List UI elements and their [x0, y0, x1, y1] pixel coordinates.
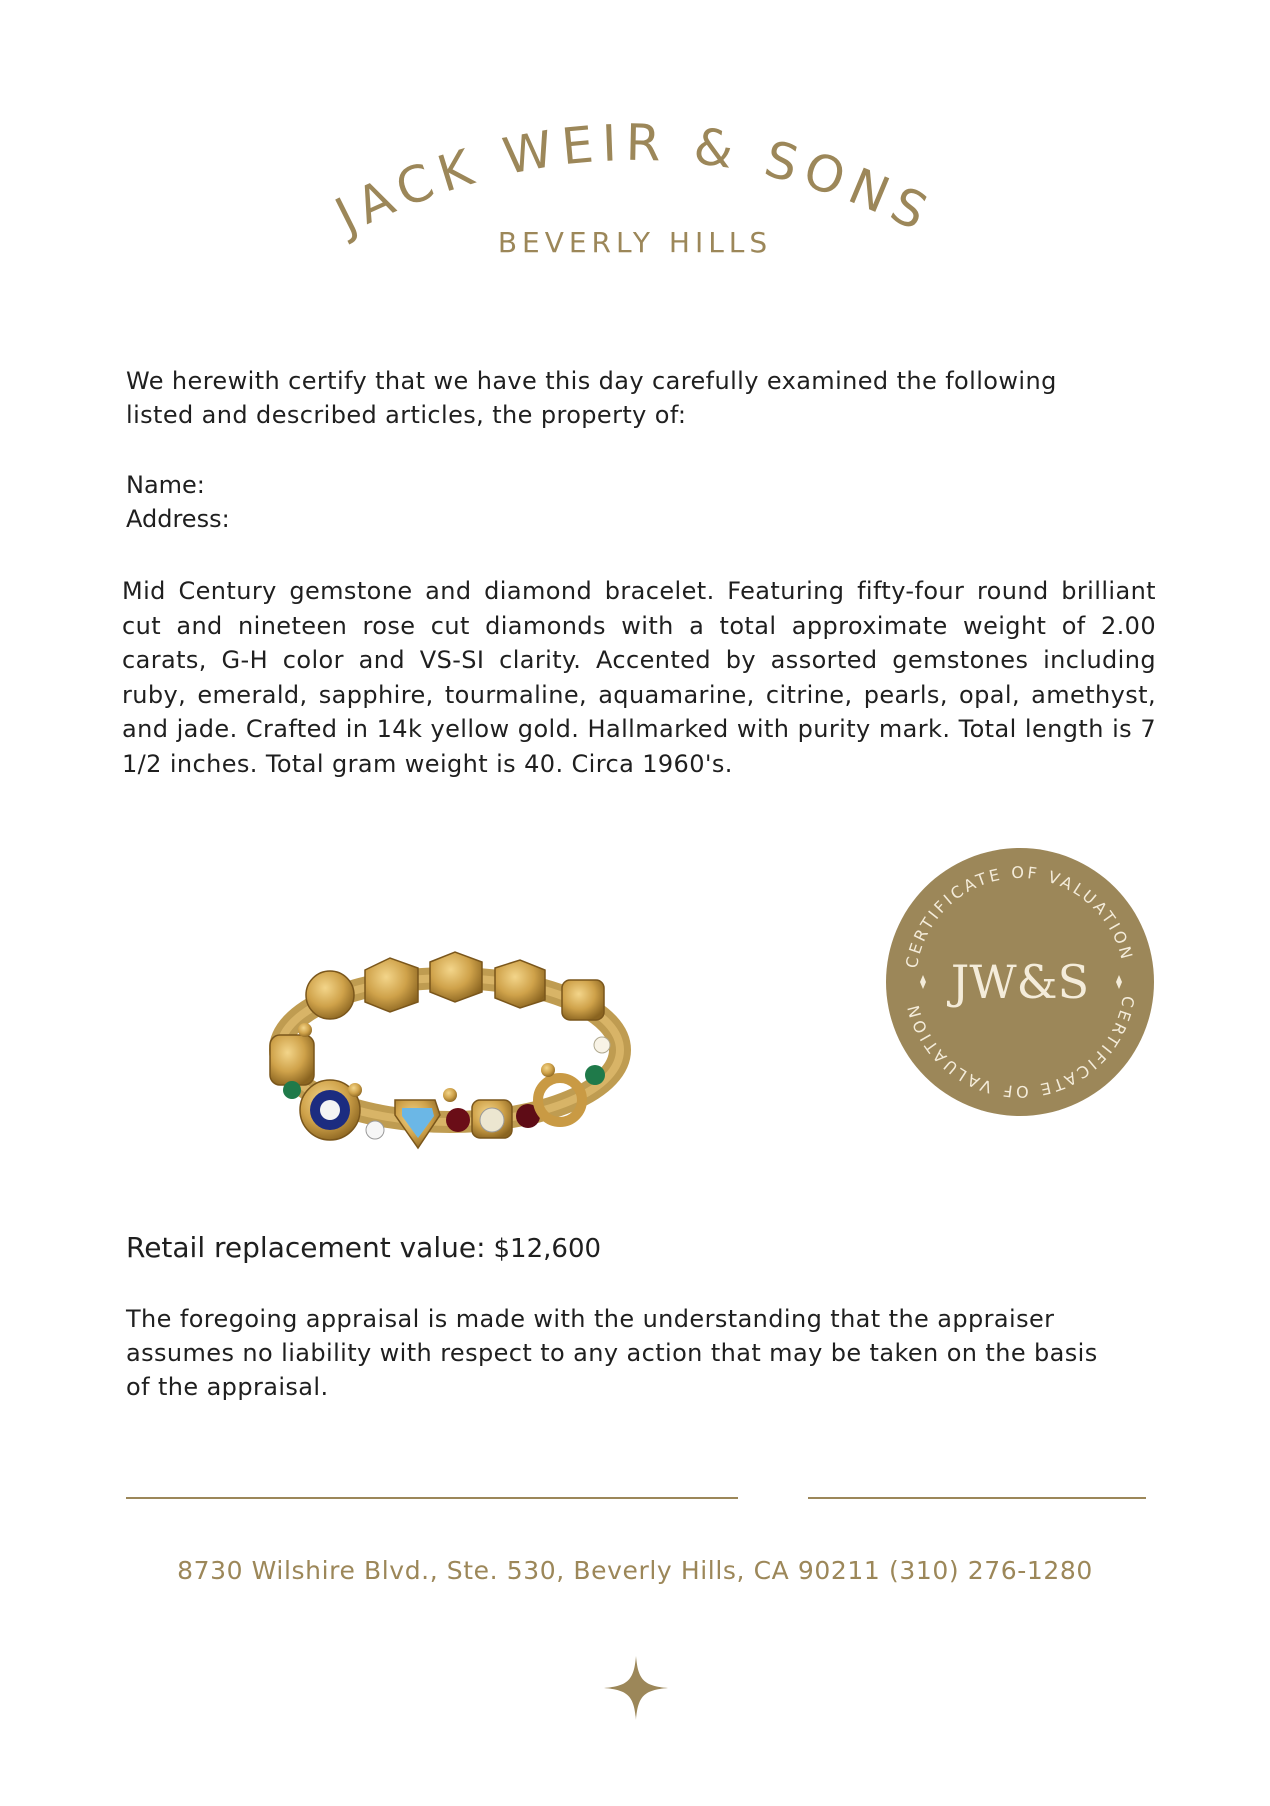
- seal-monogram: JW&S: [950, 955, 1090, 1009]
- owner-address-label: Address:: [126, 505, 230, 533]
- retail-value-label: Retail replacement value:: [126, 1231, 486, 1264]
- valuation-seal: [884, 846, 1156, 1118]
- appraisal-disclaimer: The foregoing appraisal is made with the understanding that the appraiser assumes no liability with respect to any action that may be taken on the basis of the appraisal.: [126, 1305, 1098, 1401]
- seal-ring-text-repeat: CERTIFICATE OF VALUATION: [903, 994, 1139, 1102]
- brand-logo: [290, 85, 980, 305]
- gemstone-bracelet-image: [250, 940, 650, 1170]
- four-point-star-icon: [604, 1656, 668, 1720]
- brand-location: BEVERLY HILLS: [497, 226, 773, 259]
- footer-address: 8730 Wilshire Blvd., Ste. 530, Beverly Hills, CA 90211 (310) 276-1280: [177, 1556, 1093, 1585]
- item-description: Mid Century gemstone and diamond bracelet. Featuring fifty-four round brilliant cut and nineteen rose cut diamonds with a total approximate weight of 2.00 carats, G-H color and VS-SI clarity. Accented by assorted gemstones including ruby, emerald, sapphire, tourmaline, aquamarine, citrine, pearls, opal, amethyst, and jade. Crafted in 14k yellow gold. Hallmarked with purity mark. Total length is 7 1/2 inches. Total gram weight is 40. Circa 1960's.: [122, 577, 1156, 778]
- retail-value: [126, 1230, 601, 1267]
- owner-name-label: Name:: [126, 471, 205, 499]
- certification-intro: We herewith certify that we have this day carefully examined the following listed and described articles, the property of:: [126, 367, 1057, 429]
- brand-name: JACK WEIR & SONS: [326, 113, 943, 246]
- date-line: [808, 1497, 1146, 1499]
- signature-line: [126, 1497, 738, 1499]
- seal-ring-text: CERTIFICATE OF VALUATION: [901, 862, 1137, 970]
- retail-value-amount: $12,600: [493, 1234, 602, 1264]
